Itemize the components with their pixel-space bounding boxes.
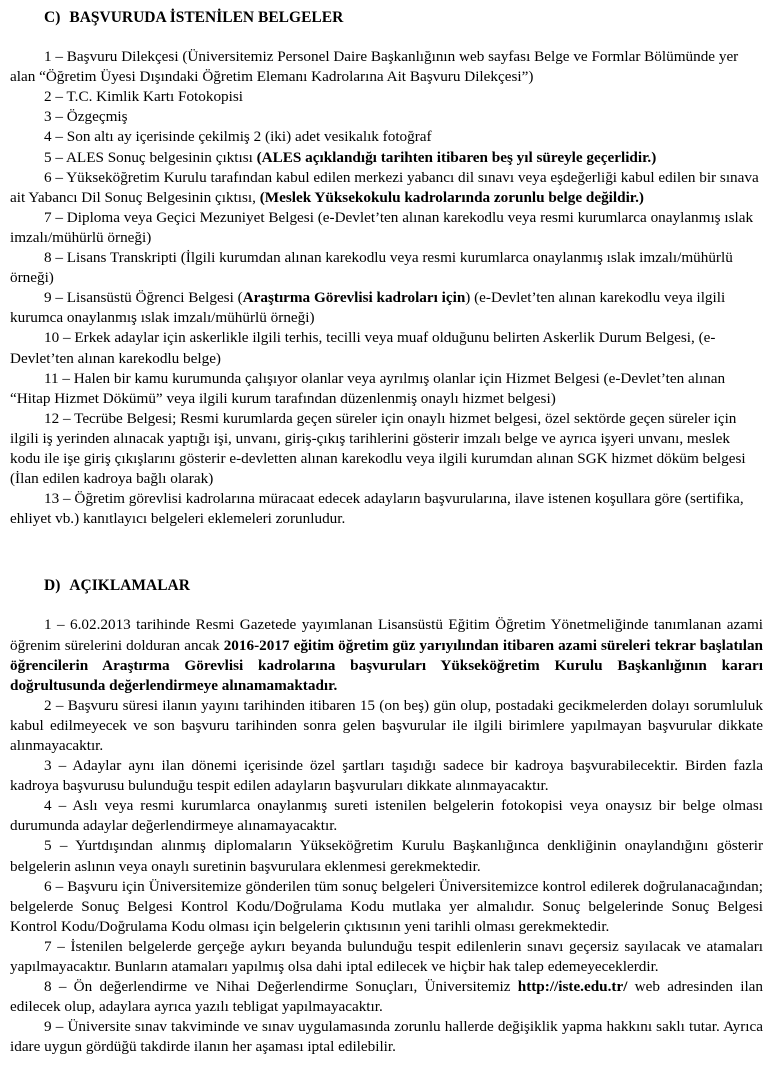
list-item: 4 – Aslı veya resmi kurumlarca onaylanmış sureti istenilen belgelerin fotokopisi veya onaysız bir belge olması durumunda adaylar değerlendirmeye alınamayacaktır. <box>10 797 763 835</box>
section-d-title: AÇIKLAMALAR <box>69 577 190 595</box>
list-item: 7 – İstenilen belgelerde gerçeğe aykırı beyanda bulunduğu tespit edilenlerin sınavı geçersiz sayılacak ve atamaları yapılmayacaktır. Bunların atamaları yapılmış olsa dahi iptal edilecek ve hiçbir hak talep edemeyeceklerdir. <box>10 937 763 976</box>
section-c-letter: C) <box>44 9 61 26</box>
bold-note: (ALES açıklandığı tarihten itibaren beş yıl süreyle geçerlidir.) <box>256 148 657 166</box>
list-item: 9 – Lisansüstü Öğrenci Belgesi (Araştırma Görevlisi kadroları için) (e-Devlet’ten alınan karekodlu veya ilgili kurumca onaylanmış ıslak imzalı/mühürlü örneği) <box>10 289 726 327</box>
list-item: 1 – 6.02.2013 tarihinde Resmi Gazetede yayımlanan Lisansüstü Eğitim Öğretim Yönetmeliğinde tanımlanan azami öğrenim sürelerini dolduran ancak 2016-2017 eğitim öğretim güz yarıyılından itibaren azami süreleri tekrar başlatılan öğrencilerin Araştırma Görevlisi kadrolarına başvuruları Yükseköğretim Kurulu Başkanlığının kararı doğrultusunda değerlendirmeye alınamamaktadır. <box>10 616 763 694</box>
list-item: 4 – Son altı ay içerisinde çekilmiş 2 (iki) adet vesikalık fotoğraf <box>44 128 432 146</box>
list-item: 5 – ALES Sonuç belgesinin çıktısı (ALES açıklandığı tarihten itibaren beş yıl süreyle geçerlidir.) <box>44 148 657 166</box>
list-item: 3 – Özgeçmiş <box>44 108 128 126</box>
section-d-letter: D) <box>44 577 61 595</box>
list-item: 10 – Erkek adaylar için askerlikle ilgili terhis, tecilli veya muaf olduğunu belirten Askerlik Durum Belgesi, (e-Devlet’ten alınan karekodlu belge) <box>10 329 716 367</box>
list-item: 9 – Üniversite sınav takviminde ve sınav uygulamasında zorunlu hallerde değişiklik yapma hakkını saklı tutar. Ayrıca idare uygun gördüğü takdirde ilanın her aşaması iptal edilebilir. <box>10 1018 763 1056</box>
list-item: 8 – Lisans Transkripti (İlgili kurumdan alınan karekodlu veya resmi kurumlarca onaylanmış ıslak imzalı/mühürlü örneği) <box>10 249 733 287</box>
explanations-list <box>10 615 763 1057</box>
list-item: 6 – Yükseköğretim Kurulu tarafından kabul edilen merkezi yabancı dil sınavı veya eşdeğerliği kabul edilen bir sınava ait Yabancı Dil Sonuç Belgesinin çıktısı, (Meslek Yüksekokulu kadrolarında zorunlu belge değildir.) <box>10 168 759 206</box>
section-d-heading <box>10 576 763 596</box>
list-item: 13 – Öğretim görevlisi kadrolarına müracaat edecek adayların başvurularına, ilave istenen koşullara göre (sertifika, ehliyet vb.) kanıtlayıcı belgeleri eklemeleri zorunludur. <box>10 490 744 528</box>
list-item: 2 – T.C. Kimlik Kartı Fotokopisi <box>44 88 243 106</box>
website-link[interactable]: http://iste.edu.tr/ <box>517 978 628 996</box>
list-item: 12 – Tecrübe Belgesi; Resmi kurumlarda geçen süreler için onaylı hizmet belgesi, özel sektörde geçen süreler için ilgili iş yerinden alınacak yaptığı işi, unvanı, giriş-çıkış tarihlerini gösterir imzalı belge ve ayrıca işyeri unvanı, meslek kodu ile işe giriş çıkışlarını gösterir e-devletten alınan karekodlu veya ilgili kurumdan alınan SGK hizmet döküm belgesi (İlan edilen kadroya bağlı olarak) <box>10 409 746 488</box>
list-item: 11 – Halen bir kamu kurumunda çalışıyor olanlar veya ayrılmış olanlar için Hizmet Belgesi (e-Devlet’ten alınan “Hitap Hizmet Dökümü” veya ilgili kurum tarafından düzenlenmiş onaylı hizmet belgesi) <box>10 369 726 407</box>
section-c-title: BAŞVURUDA İSTENİLEN BELGELER <box>69 9 344 26</box>
list-item: 1 – Başvuru Dilekçesi (Üniversitemiz Personel Daire Başkanlığının web sayfası Belge ve Formlar Bölümünde yer alan “Öğretim Üyesi Dışındaki Öğretim Elemanı Kadrolarına Ait Başvuru Dilekçesi”) <box>10 48 739 86</box>
list-item: 8 – Ön değerlendirme ve Nihai Değerlendirme Sonuçları, Üniversitemiz http://iste.edu.tr/ web adresinden ilan edilecek olup, adaylara ayrıca yazılı tebligat yapılmayacaktır. <box>10 978 763 1016</box>
section-c-heading <box>10 8 763 28</box>
list-item: 7 – Diploma veya Geçici Mezuniyet Belgesi (e-Devlet’ten alınan karekodlu veya resmi kurumlarca onaylanmış ıslak imzalı/mühürlü örneği) <box>10 208 754 246</box>
list-item: 3 – Adaylar aynı ilan dönemi içerisinde özel şartları taşıdığı sadece bir kadroya başvurabilecektir. Birden fazla kadroya başvurusu bulunduğu tespit edilen adayların başvuruları dikkate alınmayacaktır. <box>10 757 763 795</box>
bold-note: 2016-2017 eğitim öğretim güz yarıyılından itibaren azami süreleri tekrar başlatılan öğrencilerin Araştırma Görevlisi kadrolarına başvuruları Yükseköğretim Kurulu Başkanlığının kararı doğrultusunda değerlendirmeye alınamamaktadır. <box>10 636 763 694</box>
list-item: 5 – Yurtdışından alınmış diplomaların Yükseköğretim Kurulu Başkanlığınca denkliğinin onaylandığını gösterir belgelerin aslının veya onaylı suretinin başvurulara eklenmesi gerekmektedir. <box>10 837 763 875</box>
bold-note: Araştırma Görevlisi kadroları için <box>242 289 466 307</box>
list-item: 2 – Başvuru süresi ilanın yayını tarihinden itibaren 15 (on beş) gün olup, postadaki gecikmelerden dolayı sorumluluk kabul edilmeyecek ve son başvuru tarihinden sonra gelen başvurular ile ilgili birimlere yapılmayan başvurular dikkate alınmayacaktır. <box>10 696 763 754</box>
required-documents-list <box>10 47 763 529</box>
bold-note: (Meslek Yüksekokulu kadrolarında zorunlu belge değildir.) <box>259 188 644 206</box>
list-item: 6 – Başvuru için Üniversitemize gönderilen tüm sonuç belgeleri Üniversitemizce kontrol edilerek doğrulanacağından; belgelerde Sonuç Belgesi Kontrol Kodu/Doğrulama Kodu mutlaka yer almalıdır. Sonuç belgelerinde Sonuç Belgesi Kontrol Kodu/Doğrulama Kodu olması için belgelerin çıktısının yeni tarihli olması gerekmektedir. <box>10 877 763 935</box>
